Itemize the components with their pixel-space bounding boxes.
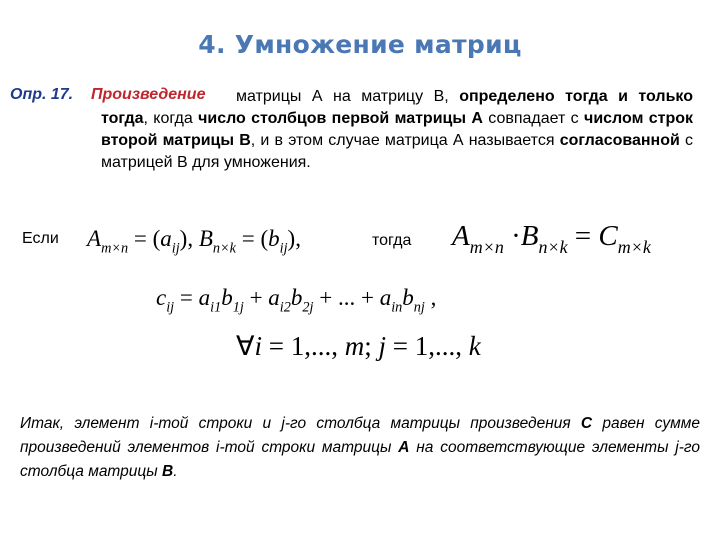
definition-bold: числом строк второй матрицы В	[101, 110, 694, 149]
definition-label: Опр. 17.	[10, 86, 74, 103]
formula-product: $A_{m\times n} \cdot B_{n\times k} = C_{m\times k}$	[452, 220, 651, 258]
definition-part: совпадает с	[488, 110, 579, 127]
conclusion-part: Итак, элемент i-той строки и j-го столбца матрицы произведения	[20, 415, 571, 432]
definition-part: с матрицей В для умножения.	[101, 132, 694, 171]
conclusion-bold: А	[398, 439, 410, 456]
definition-bold: согласованной	[559, 132, 680, 149]
definition-bold: определено тогда и только тогда	[101, 88, 693, 127]
definition-part: , и в этом случае матрица А называется	[250, 132, 555, 149]
then-label: тогда	[372, 232, 412, 249]
formula-indices: ∀i = 1,..., m; j = 1,..., k	[236, 331, 481, 361]
definition-part: , когда	[143, 110, 193, 127]
definition-bold: число столбцов первой матрицы А	[198, 110, 483, 127]
definition-part: матрицы А на матрицу В,	[236, 88, 449, 105]
conclusion-text	[20, 412, 700, 484]
conclusion-part: .	[173, 463, 178, 480]
conclusion-bold: С	[580, 415, 593, 432]
conclusion-bold: В	[162, 463, 174, 480]
definition-term: Произведение	[91, 86, 206, 103]
page-title: 4. Умножение матриц	[198, 30, 522, 59]
conclusion-part: на соответствующие элементы j-го столбца матрицы	[20, 439, 700, 480]
formula-matrix-def: $A_{m\times n} = (a_{ij})$, $B_{n\times k} = (b_{ij})$,	[87, 226, 301, 257]
conclusion-part: равен сумме произведений элементов i-той строки матрицы	[20, 415, 700, 456]
definition-text	[101, 86, 693, 174]
formula-element: $c_{ij} = a_{i1}b_{1j} + a_{i2}b_{2j}$ + ... + $a_{in}b_{nj}$ ,	[156, 285, 437, 316]
if-label: Если	[22, 230, 59, 247]
